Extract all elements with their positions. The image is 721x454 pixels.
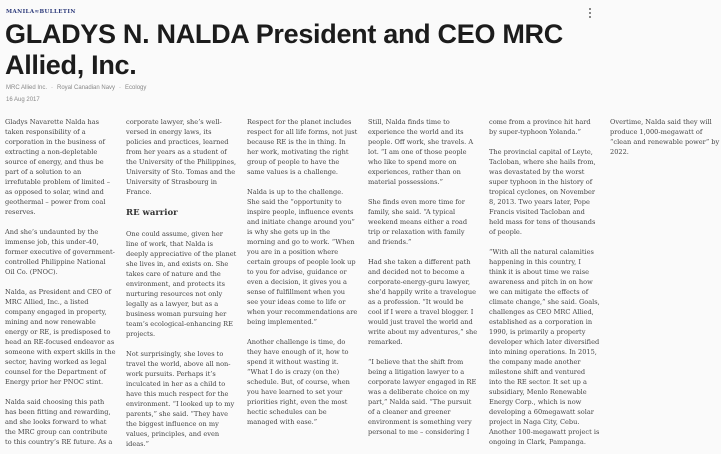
tag-separator: · [119,85,122,91]
tag-link[interactable]: Ecology [125,85,147,91]
paragraph: The provincial capital of Leyte, Tacloban, where she hails from, was devastated by the worst super typhoon in the history of tropical cyclones, on November 8, 2013. Two years later, Pope Francis visited Tacloban and held mass for tens of thousands of people. [489,148,596,236]
article-title: GLADYS N. NALDA President and CEO MRC Allied, Inc. [5,19,563,80]
tag-separator: · [51,85,54,91]
paragraph: “With all the natural calamities happening in this country, I think it is about time we raise awareness and pitch in on how we can mitigate the effects of climate change,” she said. Goals, challenges as CEO MRC Allied, established as a corporation in 1990, is primarily a property developer which later diversified into mining operations. In 2015, the company made another milestone shift and ventured into the RE sector. It set up a subsidiary, Menlo Renewable Energy Corp., which is now developing a 60megawatt solar project in Naga City, Cebu. Another 100-megawatt project is ongoing in Clark, Pampanga. [489,248,600,446]
tag-link[interactable]: Royal Canadian Navy [57,85,116,91]
paragraph: Gladys Navarette Nalda has taken responsibility of a corporation in the business of extracting a non-depletable source of energy, and thus be part of a solution to an irrefutable problem of limited – as opposed to solar, wind and geothermal – power from coal reserves. [5,118,111,216]
tag-link[interactable]: MRC Allied Inc. [6,85,48,91]
dot [589,12,591,14]
paragraph: Overtime, Nalda said they will produce 1,000-megawatt of “clean and renewable power” by 2022. [610,118,720,156]
paragraph: And she’s undaunted by the immense job, this under-40, former executive of government-controlled Philippine National Oil Co. (PNOC). [5,228,115,276]
paragraph: Nalda is up to the challenge. She said the “opportunity to inspire people, influence events and initiate change around you” is why she gets up in the morning and go to work. “When you are in a position where certain groups of people look up to you for advise, guidance or even a decision, it gives you a sense of fulfillment when you see your ideas come to life or when your recommendations are being implemented.” [247,188,358,326]
top-bar [0,0,600,18]
article-body [5,117,720,454]
article-tags [6,85,146,91]
paragraph: Respect for the planet includes respect for all life forms, not just because RE is the in thing. In her work, motivating the right group of people to have the same values is a challenge. [247,118,358,176]
paragraph: “I believe that the shift from being a litigation lawyer to a corporate lawyer engaged in RE was a deliberate choice on my part,” Nalda said. “The pursuit of a cleaner and greener environment is something very personal to me – considering I come from a province hit hard by super-typhoon Yolanda.” [368,118,591,436]
article-date: 16 Aug 2017 [6,97,40,103]
subheading: RE warrior [126,208,178,218]
paragraph: Had she taken a different path and decided not to become a corporate-energy-guru lawyer, she’d happily write a travelogue as a profession. “It would be cool if I were a travel blogger. I would just travel the world and write about my adventures,” she remarked. [368,258,478,346]
publication-logo[interactable]: MANILA≈BULLETIN [6,9,76,15]
paragraph: Not surprisingly, she loves to travel the world, above all non-work pursuits. Perhaps it’s inculcated in her as a child to have this much respect for the environment. “I looked up to my parents,” she said. “They have the biggest influence on my values, principles, and even ideas.” [126,350,235,448]
paragraph: One could assume, given her line of work, that Nalda is deeply appreciative of the planet she lives in, and exists on. She takes care of nature and the environment, and protects its nurturing resources not only legally as a lawyer, but as a business woman pursuing her team’s ecological-enhancing RE projects. [126,230,237,338]
dot [589,8,591,10]
kebab-menu-icon[interactable] [588,8,592,18]
paragraph: Still, Nalda finds time to experience the world and its people. Off work, she travels. A lot. “I am one of those people who like to spend more on experiences, rather than on material possessions.” [368,118,474,186]
dot [589,16,591,18]
paragraph: Another challenge is time, do they have enough of it, how to spend it without wasting it. “What I do is crazy (on the) schedule. But, of course, when you have learned to set your priorities right, even the most hectic schedules can be managed with ease.” [247,338,350,426]
paragraph: She finds even more time for family, she said. “A typical weekend means either a road trip or relaxation with family and friends.” [368,198,468,246]
paragraph: Nalda said choosing this path has been fitting and rewarding, and she looks forward to what the MRC group can contribute to this country’s RE future. As a corporate lawyer, she’s well-versed in energy laws, its policies and practices, learned from her years as a student of the University of the Philippines, University of Sto. Tomas and the University of Strasbourg in France. [5,118,237,446]
paragraph: Nalda, as President and CEO of MRC Allied, Inc., a listed company engaged in property, mining and now renewable energy or RE, is predisposed to head an RE-focused endeavor as someone with expert skills in the sector, having worked as legal counsel for the Department of Energy prior her PNOC stint. [5,288,116,386]
